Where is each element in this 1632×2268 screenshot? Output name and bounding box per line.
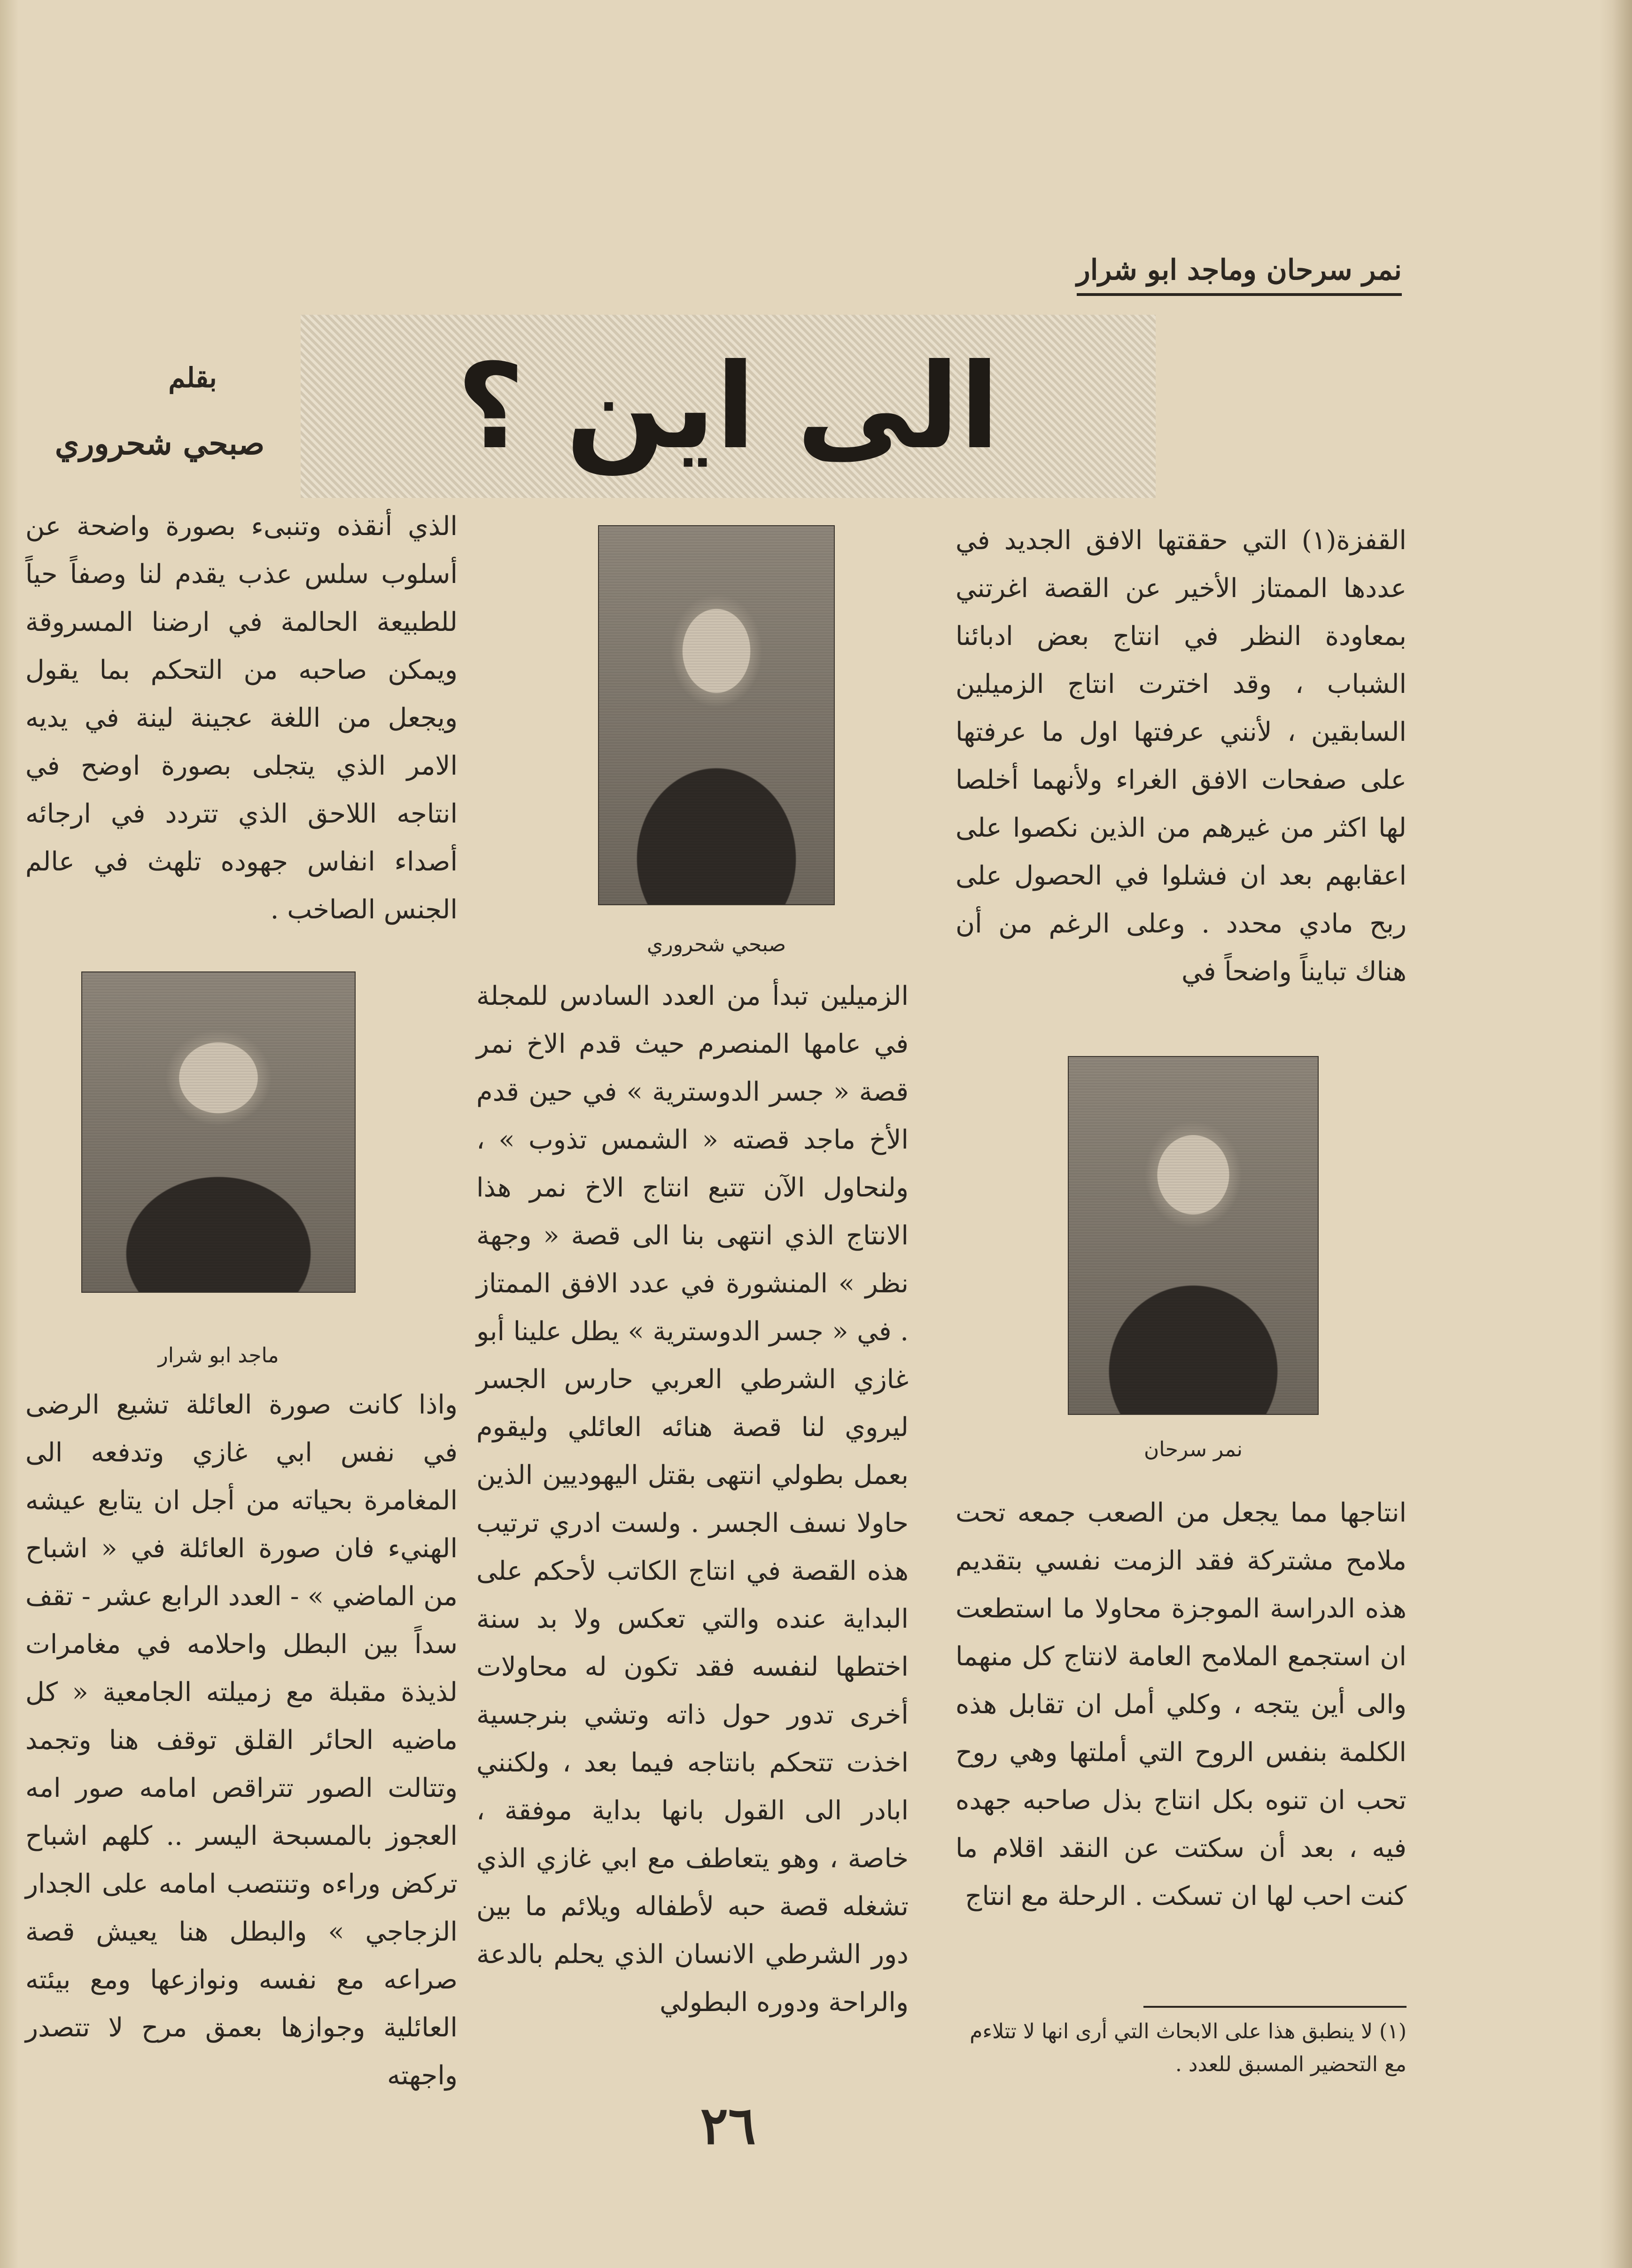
- authors-heading: نمر سرحان وماجد ابو شرار: [1077, 254, 1402, 296]
- title-banner: [301, 315, 1156, 498]
- paragraph: القفزة(١) التي حققتها الافق الجديد في عددها الممتاز الأخير عن القصة اغرتني بمعاودة النظر في انتاج بعض ادبائنا الشباب ، وقد اخترت انتاج الزميلين السابقين ، لأنني عرفتها اول ما عرفتها على صفحات الافق الغراء ولأنهما أخلصا لها اكثر من غيرهم من الذين نكصوا على اعقابهم بعد ان فشلوا في الحصول على ربح مادي محدد . وعلى الرغم من أن هناك تبايناً واضحاً في: [956, 525, 1407, 987]
- byline-label: بقلم: [168, 362, 217, 394]
- caption-subhi-shahrouri: صبحي شحروري: [646, 932, 786, 956]
- paragraph: الذي أنقذه وتنبىء بصورة واضحة عن أسلوب سلس عذب يقدم لنا وصفاً حياً للطبيعة الحالمة في ارضنا المسروقة ويمكن صاحبه من التحكم بما يقول ويجعل من اللغة عجينة لينة في يديه الامر الذي يتجلى بصورة اوضح في انتاجه اللاحق الذي تتردد في ارجائه أصداء انفاس جهوده تلهث في عالم الجنس الصاخب .: [25, 511, 458, 925]
- paragraph: واذا كانت صورة العائلة تشيع الرضى في نفس ابي غازي وتدفعه الى المغامرة بحياته من أجل ان يتابع عيشه الهنيء فان صورة العائلة في « اشباح من الماضي » - العدد الرابع عشر - تقف سداً بين البطل واحلامه في مغامرات لذيذة مقبلة مع زميلته الجامعية « كل ماضيه الحائر القلق توقف هنا وتجمد وتتالت الصور تتراقص امامه صور امه العجوز بالمسبحة اليسر .. كلهم اشباح تركض وراءه وتنتصب امامه على الجدار الزجاجي » والبطل هنا يعيش قصة صراعه مع نفسه ونوازعها ومع بيئته العائلية وجوازها بعمق مرح لا تتصدر واجهته: [25, 1390, 458, 2091]
- paragraph: انتاجها مما يجعل من الصعب جمعه تحت ملامح مشتركة فقد الزمت نفسي بتقديم هذه الدراسة الموجزة محاولا ما استطعت ان استجمع الملامح العامة لانتاج كل منهما والى أين يتجه ، وكلي أمل ان تقابل هذه الكلمة بنفس الروح التي أملتها وهي روح تحب ان تنوه بكل انتاج بذل صاحبه جهده فيه ، بعد أن سكتت عن النقد اقلام ما كنت احب لها ان تسكت . الرحلة مع انتاج: [956, 1498, 1407, 1911]
- text-column-middle: [476, 972, 909, 2027]
- photo-nimr-sarhan: [1069, 1057, 1318, 1414]
- article-title: الى اين ؟: [456, 338, 1000, 475]
- page-edge-left: [0, 0, 19, 2268]
- caption-nimr-sarhan: نمر سرحان: [1143, 1437, 1243, 1461]
- photo-majed-abu-sharar: [82, 972, 355, 1292]
- page-edge-right: [1599, 0, 1632, 2268]
- photo-subhi-shahrouri: [599, 526, 834, 904]
- byline-author: صبحي شحروري: [54, 425, 265, 462]
- paragraph: الزميلين تبدأ من العدد السادس للمجلة في عامها المنصرم حيث قدم الاخ نمر قصة « جسر الدوسترية » في حين قدم الأخ ماجد قصته « الشمس تذوب » ، ولنحاول الآن تتبع انتاج الاخ نمر هذا الانتاج الذي انتهى بنا الى قصة « وجهة نظر » المنشورة في عدد الافق الممتاز . في « جسر الدوسترية » يطل علينا أبو غازي الشرطي العربي حارس الجسر ليروي لنا قصة هنائه العائلي وليقوم بعمل بطولي انتهى بقتل اليهوديين الذين حاولا نسف الجسر . ولست ادري ترتيب هذه القصة في انتاج الكاتب لأحكم على البداية عنده والتي تعكس ولا بد سنة اختطها لنفسه فقد تكون له محاولات أخرى تدور حول ذاته وتشي بنرجسية اخذت تتحكم بانتاجه فيما بعد ، ولكنني ابادر الى القول بانها بداية موفقة ، خاصة ، وهو يتعاطف مع ابي غازي الذي تشغله قصة حبه لأطفاله ويلائم ما بين دور الشرطي الانسان الذي يحلم بالدعة والراحة ودوره البطولي: [476, 981, 909, 2018]
- text-column-right-bottom: [956, 1489, 1407, 1920]
- footnote-divider: [1143, 2006, 1407, 2008]
- text-column-left-bottom: [25, 1381, 458, 2100]
- page-number: ٢٦: [700, 2095, 756, 2156]
- text-column-left-top: [25, 503, 458, 934]
- footnote: (١) لا ينطبق هذا على الابحاث التي أرى انها لا تتلاءم مع التحضير المسبق للعدد .: [970, 2019, 1407, 2076]
- text-column-right-top: [956, 517, 1407, 996]
- caption-majed-abu-sharar: ماجد ابو شرار: [158, 1344, 279, 1367]
